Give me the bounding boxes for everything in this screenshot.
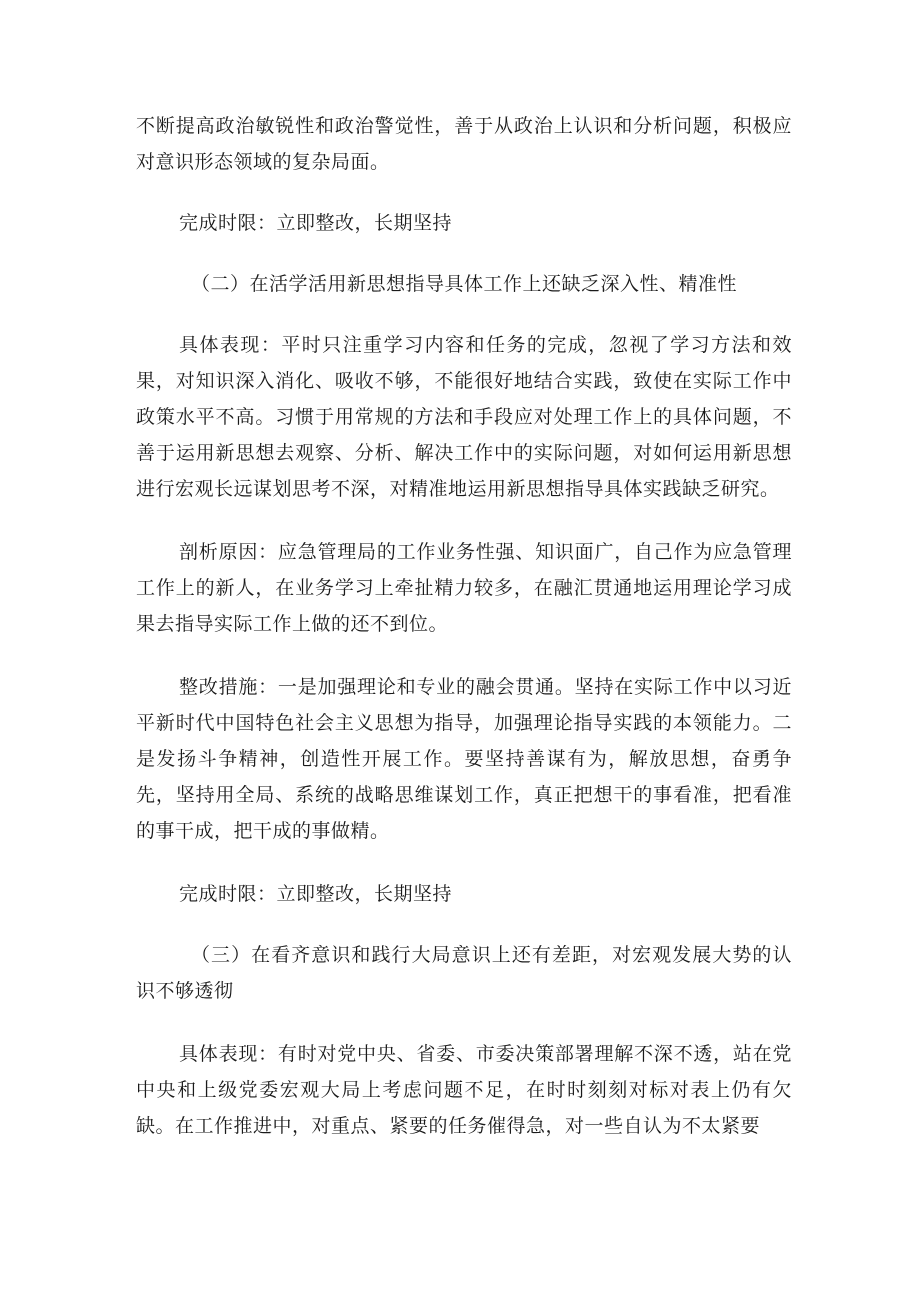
paragraph-continuation: 不断提高政治敏锐性和政治警觉性，善于从政治上认识和分析问题，积极应对意识形态领域的复杂局面。 <box>136 115 792 173</box>
section-heading-2: （二）在活学活用新思想指导具体工作上还缺乏深入性、精准性 <box>191 273 738 295</box>
paragraph-deadline: 完成时限：立即整改，长期坚持 <box>179 883 453 905</box>
section-heading-3: （三）在看齐意识和践行大局意识上还有差距，对宏观发展大势的认识不够透彻 <box>136 944 792 1002</box>
document-body <box>136 108 792 1144</box>
paragraph-deadline: 完成时限：立即整改，长期坚持 <box>179 212 453 234</box>
paragraph-manifestation: 具体表现：平时只注重学习内容和任务的完成，忽视了学习方法和效果，对知识深入消化、吸收不够，不能很好地结合实践，致使在实际工作中政策水平不高。习惯于用常规的方法和手段应对处理工作上的具体问题，不善于运用新思想去观察、分析、解决工作中的实际问题，对如何运用新思想进行宏观长远谋划思考不深，对精准地运用新思想指导具体实践缺乏研究。 <box>136 334 792 500</box>
paragraph-manifestation: 具体表现：有时对党中央、省委、市委决策部署理解不深不透，站在党中央和上级党委宏观大局上考虑问题不足，在时时刻刻对标对表上仍有欠缺。在工作推进中，对重点、紧要的任务催得急，对一些自认为不太紧要 <box>136 1043 792 1137</box>
paragraph-rectification-measures: 整改措施：一是加强理论和专业的融会贯通。坚持在实际工作中以习近平新时代中国特色社会主义思想为指导，加强理论指导实践的本领能力。二是发扬斗争精神，创造性开展工作。要坚持善谋有为，解放思想，奋勇争先，坚持用全局、系统的战略思维谋划工作，真正把想干的事看准，把看准的事干成，把干成的事做精。 <box>136 676 792 842</box>
paragraph-cause-analysis: 剖析原因：应急管理局的工作业务性强、知识面广，自己作为应急管理工作上的新人，在业务学习上牵扯精力较多，在融汇贯通地运用理论学习成果去指导实际工作上做的还不到位。 <box>136 541 792 635</box>
